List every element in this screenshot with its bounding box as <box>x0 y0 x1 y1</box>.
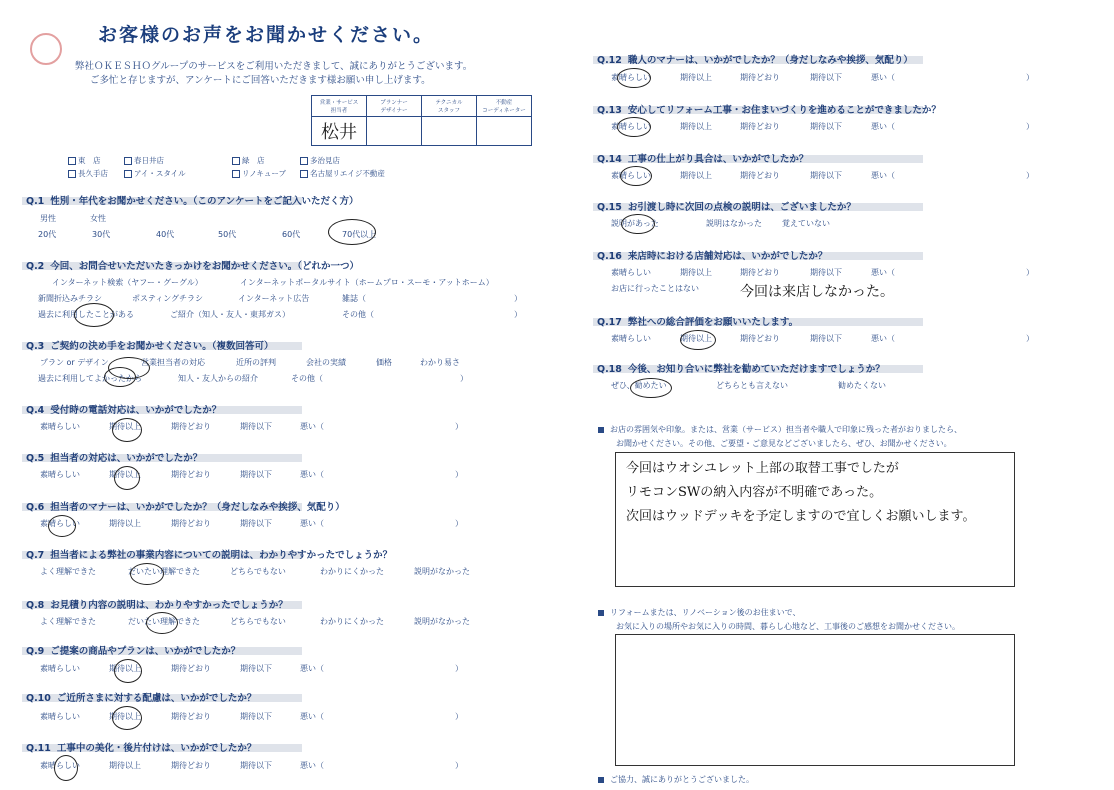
question-heading <box>26 450 202 464</box>
hand-drawn-selection-circle <box>112 418 142 442</box>
answer-option[interactable]: 悪い（ <box>871 73 895 82</box>
answer-option[interactable]: 期待以上 <box>680 171 712 180</box>
answer-option[interactable]: 40代 <box>156 230 175 239</box>
staff-signature[interactable]: 松井 <box>312 117 367 146</box>
store-option[interactable]: 東 店 <box>68 155 101 166</box>
answer-option[interactable]: 素晴らしい <box>40 712 80 721</box>
question-text: 安心してリフォーム工事・お住まいづくりを進めることができましたか？ <box>627 105 941 116</box>
staff-planner-cell[interactable] <box>367 117 422 146</box>
checkbox-icon[interactable] <box>232 157 240 165</box>
store-option[interactable]: 緑 店 <box>232 155 265 166</box>
checkbox-icon[interactable] <box>232 170 240 178</box>
answer-option[interactable]: その他（ <box>342 310 374 319</box>
answer-option[interactable]: ） <box>460 374 468 383</box>
question-heading <box>26 547 392 561</box>
after-prompt-2: お気に入りの場所やお気に入りの時間、暮らし心地など、工事後のご感想をお聞かせください。 <box>616 622 960 631</box>
answer-option[interactable]: 悪い（ <box>871 334 895 343</box>
question-text: 担当者による弊社の事業内容についての説明は、わかりやすかったでしょうか？ <box>50 550 393 561</box>
checkbox-icon[interactable] <box>124 170 132 178</box>
question-heading <box>26 193 358 207</box>
comment-prompt-2: お聞かせください。その他、ご要望・ご意見などございましたら、ぜひ、お聞かせください。 <box>616 439 952 448</box>
answer-option[interactable]: 期待以下 <box>810 171 842 180</box>
comment-line-2: リモコンSWの納入内容が不明確であった。 <box>626 485 883 500</box>
staff-table <box>311 95 532 146</box>
answer-option[interactable]: 近所の評判 <box>236 358 276 367</box>
staff-header-sales: 営業・サービス 担当者 <box>312 96 367 117</box>
answer-option[interactable]: 期待どおり <box>171 519 211 528</box>
store-option[interactable]: 長久手店 <box>68 168 108 179</box>
q16-handwritten-note: 今回は来店しなかった。 <box>740 284 894 300</box>
answer-option[interactable]: 期待以下 <box>240 519 272 528</box>
bullet-square-icon <box>598 610 604 616</box>
store-option[interactable]: 名古屋リエイジ不動産 <box>300 168 385 179</box>
staff-header-realestate: 不動産 コーディネーター <box>477 96 532 117</box>
question-heading <box>597 151 808 165</box>
question-number: Q.8 <box>26 600 45 611</box>
answer-option[interactable]: 説明がなかった <box>414 617 470 626</box>
answer-option[interactable]: 期待以下 <box>240 470 272 479</box>
question-number: Q.1 <box>26 196 45 207</box>
answer-option[interactable]: 期待どおり <box>171 664 211 673</box>
hand-drawn-selection-circle <box>146 612 178 634</box>
question-text: 工事の仕上がり具合は、いかがでしたか？ <box>627 154 809 165</box>
answer-option[interactable]: インターネットポータルサイト（ホームプロ・スーモ・アットホーム） <box>240 278 494 287</box>
question-number: Q.12 <box>597 55 622 66</box>
hand-drawn-selection-circle <box>630 378 672 398</box>
answer-option[interactable]: 悪い（ <box>871 268 895 277</box>
answer-option[interactable]: 雑誌（ <box>342 294 366 303</box>
hand-drawn-selection-circle <box>620 166 652 186</box>
answer-option[interactable]: ） <box>455 470 463 479</box>
answer-option[interactable]: 素晴らしい <box>40 519 80 528</box>
answer-option[interactable]: 期待以下 <box>810 334 842 343</box>
answer-option[interactable]: 男性 <box>40 214 56 223</box>
answer-option[interactable]: 期待どおり <box>740 334 780 343</box>
answer-option[interactable]: 期待以下 <box>240 422 272 431</box>
question-number: Q.10 <box>26 693 51 704</box>
store-option[interactable]: 多治見店 <box>300 155 340 166</box>
hand-drawn-selection-circle <box>104 367 136 387</box>
hand-drawn-selection-circle <box>680 330 716 350</box>
question-text: 性別・年代をお聞かせください。（このアンケートをご記入いただく方） <box>50 196 359 207</box>
question-text: 今後、お知り合いに弊社を勧めていただけますでしょうか？ <box>627 364 885 375</box>
answer-option[interactable]: 悪い（ <box>871 171 895 180</box>
answer-option[interactable]: 悪い（ <box>300 712 324 721</box>
answer-option[interactable]: どちらとも言えない <box>716 381 788 390</box>
comment-line-1: 今回はウオシユレット上部の取替工事でしたが <box>626 461 899 476</box>
answer-option[interactable]: 期待どおり <box>171 761 211 770</box>
question-text: お引渡し時に次回の点検の説明は、ございましたか？ <box>627 202 856 213</box>
question-number: Q.11 <box>26 743 51 754</box>
question-text: 工事中の美化・後片付けは、いかがでしたか？ <box>56 743 257 754</box>
question-text: 職人のマナーは、いかがでしたか？（身だしなみや挨拶、気配り） <box>627 55 913 66</box>
answer-option[interactable]: 期待どおり <box>740 73 780 82</box>
answer-option[interactable]: 期待以上 <box>680 73 712 82</box>
answer-option[interactable]: 女性 <box>90 214 106 223</box>
checkbox-icon[interactable] <box>68 157 76 165</box>
answer-option[interactable]: 期待どおり <box>740 171 780 180</box>
answer-option[interactable]: 期待以下 <box>810 122 842 131</box>
answer-option[interactable]: ポスティングチラシ <box>132 294 204 303</box>
answer-option[interactable]: 悪い（ <box>300 761 324 770</box>
answer-option[interactable]: ） <box>455 422 463 431</box>
store-option[interactable]: 春日井店 <box>124 155 164 166</box>
intro-line-2: ご多忙と存じますが、アンケートにご回答いただきます様お願い申し上げます。 <box>90 75 431 86</box>
answer-option[interactable]: どちらでもない <box>230 567 286 576</box>
answer-option[interactable]: ） <box>455 712 463 721</box>
answer-option[interactable]: だいたい理解できた <box>128 567 200 576</box>
answer-option[interactable]: 期待どおり <box>171 422 211 431</box>
staff-header-planner: プランナー デザイナー <box>367 96 422 117</box>
answer-option[interactable]: 悪い（ <box>300 422 324 431</box>
question-number: Q.5 <box>26 453 45 464</box>
answer-option[interactable]: 期待どおり <box>740 268 780 277</box>
question-heading <box>597 361 885 375</box>
question-number: Q.18 <box>597 364 622 375</box>
checkbox-icon[interactable] <box>300 170 308 178</box>
answer-option[interactable]: ） <box>455 519 463 528</box>
answer-option[interactable]: 素晴らしい <box>611 122 651 131</box>
answer-option[interactable]: だいたい理解できた <box>128 617 200 626</box>
answer-option[interactable]: わかりにくかった <box>320 617 384 626</box>
question-heading <box>26 597 288 611</box>
answer-option[interactable]: 期待以上 <box>109 422 141 431</box>
answer-option[interactable]: 期待どおり <box>171 712 211 721</box>
answer-option[interactable]: ） <box>1026 171 1034 180</box>
checkbox-icon[interactable] <box>300 157 308 165</box>
answer-option[interactable]: 期待以上 <box>109 712 141 721</box>
answer-option[interactable]: 素晴らしい <box>40 761 80 770</box>
answer-option[interactable]: 期待以上 <box>680 334 712 343</box>
answer-option[interactable]: 説明があった <box>611 219 659 228</box>
hand-drawn-selection-circle <box>130 563 164 585</box>
checkbox-icon[interactable] <box>124 157 132 165</box>
answer-option[interactable]: プラン or デザイン <box>40 358 109 367</box>
answer-option[interactable]: 素晴らしい <box>40 664 80 673</box>
answer-option[interactable]: 素晴らしい <box>611 171 651 180</box>
comment-box[interactable] <box>615 452 1015 587</box>
question-text: ご近所さまに対する配慮は、いかがでしたか？ <box>56 693 257 704</box>
question-text: ご契約の決め手をお聞かせください。（複数回答可） <box>50 341 274 352</box>
company-seal <box>30 33 62 65</box>
answer-option[interactable]: 期待以下 <box>810 268 842 277</box>
question-heading <box>597 52 913 66</box>
answer-option[interactable]: 素晴らしい <box>40 470 80 479</box>
answer-option[interactable]: ） <box>514 310 522 319</box>
answer-option[interactable]: 営業担当者の対応 <box>141 358 205 367</box>
question-number: Q.17 <box>597 317 622 328</box>
question-heading <box>26 258 359 272</box>
question-number: Q.14 <box>597 154 622 165</box>
answer-option[interactable]: ） <box>455 664 463 673</box>
staff-header-technical: テクニカル スタッフ <box>422 96 477 117</box>
answer-option[interactable]: 会社の実績 <box>306 358 346 367</box>
answer-option[interactable]: インターネット広告 <box>238 294 310 303</box>
question-number: Q.3 <box>26 341 45 352</box>
answer-option[interactable]: 過去に利用したことがある <box>38 310 134 319</box>
hand-drawn-selection-circle <box>54 755 78 781</box>
answer-option[interactable]: 素晴らしい <box>611 334 651 343</box>
answer-option[interactable]: ご紹介（知人・友人・東邦ガス） <box>170 310 290 319</box>
answer-option[interactable]: 勧めたくない <box>838 381 886 390</box>
after-prompt-1: リフォームまたは、リノベーション後のお住まいで、 <box>598 607 800 618</box>
answer-option[interactable]: 期待以上 <box>680 268 712 277</box>
question-heading <box>26 643 240 657</box>
answer-option[interactable]: 価格 <box>376 358 392 367</box>
hand-drawn-selection-circle <box>74 303 114 327</box>
question-heading <box>26 690 256 704</box>
answer-option[interactable]: 50代 <box>218 230 237 239</box>
answer-option[interactable]: その他（ <box>291 374 323 383</box>
hand-drawn-selection-circle <box>48 515 76 537</box>
after-comment-box[interactable] <box>615 634 1015 766</box>
question-text: 担当者のマナーは、いかがでしたか？（身だしなみや挨拶、気配り） <box>50 502 345 513</box>
answer-option[interactable]: 60代 <box>282 230 301 239</box>
question-number: Q.4 <box>26 405 45 416</box>
answer-option[interactable]: お店に行ったことはない <box>611 284 699 293</box>
footer-thanks: ご協力、誠にありがとうございました。 <box>598 774 754 785</box>
answer-option[interactable]: ） <box>1026 268 1034 277</box>
answer-option[interactable]: 期待以上 <box>109 761 141 770</box>
staff-realestate-cell[interactable] <box>477 117 532 146</box>
store-option[interactable]: アイ・スタイル <box>124 168 186 179</box>
question-text: 担当者の対応は、いかがでしたか？ <box>50 453 203 464</box>
intro-line-1: 弊社ＯＫＥＳＨＯグループのサービスをご利用いただきまして、誠にありがとうございます。 <box>75 61 473 72</box>
answer-option[interactable]: ぜひ、勧めたい <box>611 381 667 390</box>
answer-option[interactable]: 30代 <box>92 230 111 239</box>
question-heading <box>597 102 941 116</box>
answer-option[interactable]: 期待以上 <box>680 122 712 131</box>
answer-option[interactable]: 悪い（ <box>300 470 324 479</box>
comment-line-3: 次回はウッドデッキを予定しますので宜しくお願いします。 <box>626 509 976 524</box>
answer-option[interactable]: 過去に利用してよかったから <box>38 374 142 383</box>
answer-option[interactable]: わかり易さ <box>420 358 460 367</box>
answer-option[interactable]: 悪い（ <box>300 664 324 673</box>
staff-technical-cell[interactable] <box>422 117 477 146</box>
hand-drawn-selection-circle <box>617 68 651 88</box>
hand-drawn-selection-circle <box>328 219 376 245</box>
question-text: お見積り内容の説明は、わかりやすかったでしょうか？ <box>50 600 288 611</box>
question-text: ご提案の商品やプランは、いかがでしたか？ <box>50 646 241 657</box>
hand-drawn-selection-circle <box>621 214 655 234</box>
question-number: Q.2 <box>26 261 45 272</box>
answer-option[interactable]: ） <box>1026 73 1034 82</box>
answer-option[interactable]: 期待以下 <box>240 761 272 770</box>
question-heading <box>26 402 221 416</box>
question-text: 来店時における店舗対応は、いかがでしたか？ <box>627 251 828 262</box>
answer-option[interactable]: よく理解できた <box>40 617 96 626</box>
question-heading <box>26 338 274 352</box>
question-text: 受付時の電話対応は、いかがでしたか？ <box>50 405 222 416</box>
question-heading <box>597 314 798 328</box>
answer-option[interactable]: 期待以上 <box>109 664 141 673</box>
answer-option[interactable]: 覚えていない <box>782 219 830 228</box>
hand-drawn-selection-circle <box>114 466 140 490</box>
answer-option[interactable]: 悪い（ <box>871 122 895 131</box>
answer-option[interactable]: 20代 <box>38 230 57 239</box>
question-text: 弊社への総合評価をお願いいたします。 <box>627 317 799 328</box>
answer-option[interactable]: 70代以上 <box>342 230 377 239</box>
question-heading <box>597 199 856 213</box>
answer-option[interactable]: 悪い（ <box>300 519 324 528</box>
answer-option[interactable]: 期待以上 <box>109 470 141 479</box>
answer-option[interactable]: ） <box>1026 334 1034 343</box>
store-option[interactable]: リノキューブ <box>232 168 286 179</box>
answer-option[interactable]: 説明がなかった <box>414 567 470 576</box>
question-number: Q.9 <box>26 646 45 657</box>
hand-drawn-selection-circle <box>114 659 142 683</box>
bullet-square-icon <box>598 427 604 433</box>
hand-drawn-selection-circle <box>112 706 142 730</box>
question-heading <box>26 740 256 754</box>
question-heading <box>26 499 345 513</box>
answer-option[interactable]: インターネット検索（ヤフー・グーグル） <box>52 278 203 287</box>
answer-option[interactable]: ） <box>455 761 463 770</box>
bullet-square-icon <box>598 777 604 783</box>
answer-option[interactable]: わかりにくかった <box>320 567 384 576</box>
question-number: Q.7 <box>26 550 45 561</box>
answer-option[interactable]: ） <box>1026 122 1034 131</box>
comment-prompt-1: お店の雰囲気や印象。または、営業（サービス）担当者や職人で印象に残った者がおりましたら、 <box>598 424 962 435</box>
checkbox-icon[interactable] <box>68 170 76 178</box>
question-heading <box>597 248 827 262</box>
question-number: Q.15 <box>597 202 622 213</box>
answer-option[interactable]: 説明はなかった <box>706 219 762 228</box>
answer-option[interactable]: 期待以下 <box>240 664 272 673</box>
answer-option[interactable]: 知人・友人からの紹介 <box>178 374 258 383</box>
hand-drawn-selection-circle <box>617 117 651 137</box>
answer-option[interactable]: 素晴らしい <box>611 73 651 82</box>
answer-option[interactable]: 期待以下 <box>810 73 842 82</box>
answer-option[interactable]: 素晴らしい <box>40 422 80 431</box>
answer-option[interactable]: 素晴らしい <box>611 268 651 277</box>
question-number: Q.16 <box>597 251 622 262</box>
answer-option[interactable]: ） <box>514 294 522 303</box>
page-title: お客様のお声をお聞かせください。 <box>98 24 435 46</box>
answer-option[interactable]: 期待どおり <box>171 470 211 479</box>
answer-option[interactable]: どちらでもない <box>230 617 286 626</box>
question-number: Q.13 <box>597 105 622 116</box>
answer-option[interactable]: 期待以上 <box>109 519 141 528</box>
answer-option[interactable]: 期待どおり <box>740 122 780 131</box>
answer-option[interactable]: 期待以下 <box>240 712 272 721</box>
answer-option[interactable]: よく理解できた <box>40 567 96 576</box>
question-text: 今回、お問合せいただいたきっかけをお聞かせください。（どれか一つ） <box>50 261 360 272</box>
question-number: Q.6 <box>26 502 45 513</box>
answer-option[interactable]: 新聞折込みチラシ <box>38 294 102 303</box>
